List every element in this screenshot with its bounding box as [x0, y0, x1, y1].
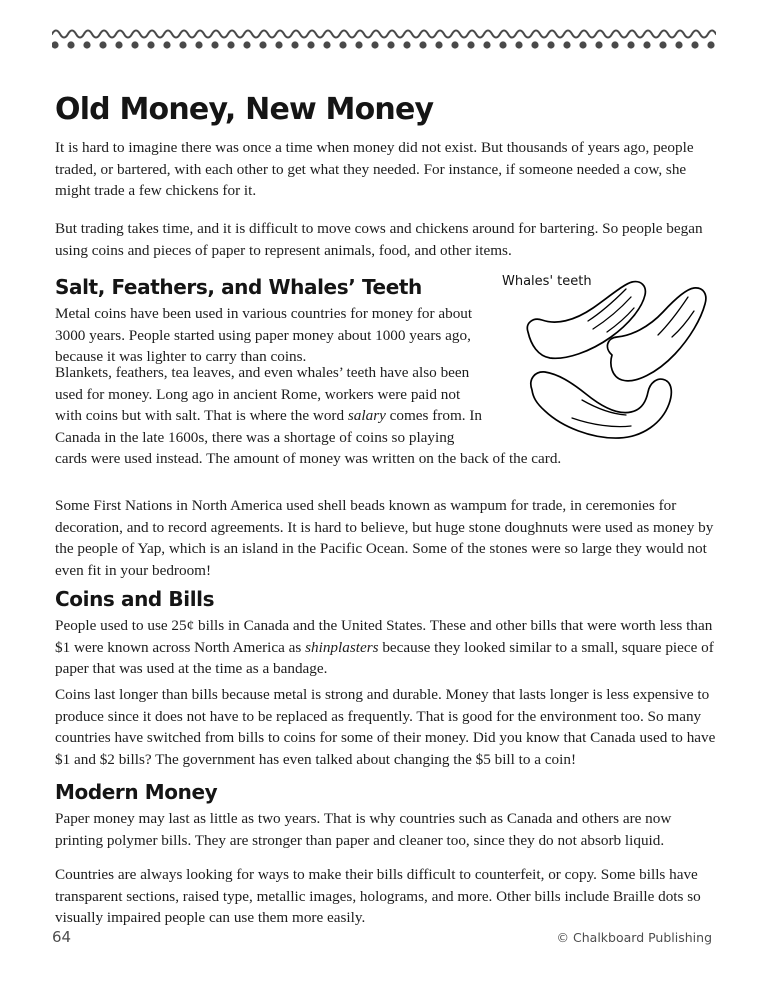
para2-text-a: Blankets, feathers, tea leaves, and even whales’ teeth have also been used for money. Long ago in ancient Rome, workers were paid not with coins but with salt. That is where the word [55, 364, 470, 424]
footer-page-number: 64 [52, 928, 72, 946]
section-3-paragraph-1: Paper money may last as little as two years. That is why countries such as Canada and others are now printing polymer bills. They are stronger than paper and cleaner too, since they do not absorb liquid. [55, 810, 672, 849]
section-2-p1-italic-shinplasters: shinplasters [305, 638, 379, 656]
section-1-paragraph-1: Metal coins have been used in various countries for money for about 3000 years. People started using paper money about 1000 years ago, because it was lighter to carry than coins. [55, 305, 473, 366]
illustration-label: Whales' teeth [502, 274, 592, 289]
section-2-p1-text-b: because they looked similar to a small, square piece of paper that was used at the time as a bandage. [55, 638, 714, 678]
para2-text-b: comes from. In Canada in the late 1600s, there was a shortage of coins so playing [55, 407, 483, 446]
section-2-paragraph-1 [55, 615, 717, 680]
section-2-p1-text-a: People used to use 25¢ bills in Canada and the United States. These and other bills that were worth less than $1 were known across North America as [55, 617, 713, 656]
page-title: Old Money, New Money [55, 92, 434, 128]
whales-teeth-illustration [498, 272, 720, 442]
section-1-paragraph-3: Some First Nations in North America used shell beads known as wampum for trade, in ceremonies for decoration, and to record agreements. It is hard to believe, but huge stone doughnuts were used as money by the people of Yap, which is an island in the Pacific Ocean. Some of the stones were so large they would not even fit in your bedroom! [55, 497, 714, 579]
section-heading-salt-feathers-whales-teeth: Salt, Feathers, and Whales’ Teeth [55, 274, 422, 299]
footer-publisher-credit: © Chalkboard Publishing [556, 930, 712, 945]
section-2-paragraph-2: Coins last longer than bills because metal is strong and durable. Money that lasts longer is less expensive to produce since it does not have to be replaced as frequently. That is good for the environment too. So many countries have switched from bills to coins for some of their money. Did you know that Canada used to have $1 and $2 bills? The government has even talked about changing the $5 bill to a coin! [55, 686, 716, 768]
section-heading-modern-money: Modern Money [55, 779, 218, 804]
wavy-dotted-border [52, 26, 716, 56]
section-3-paragraph-2: Countries are always looking for ways to make their bills difficult to counterfeit, or copy. Some bills have transparent sections, raised type, metallic images, holograms, and more. Other bills include Braille dots so visually impaired people can use them more easily. [55, 866, 701, 927]
section-heading-coins-and-bills: Coins and Bills [55, 586, 215, 611]
section-1-paragraph-2-wrapped [55, 362, 487, 448]
intro-paragraph-2: But trading takes time, and it is difficult to move cows and chickens around for bartering. So people began using coins and pieces of paper to represent animals, food, and other items. [55, 220, 703, 259]
para2-italic-salary: salary [347, 407, 386, 424]
intro-paragraph-1: It is hard to imagine there was once a time when money did not exist. But thousands of years ago, people traded, or bartered, with each other to get what they needed. For instance, if someone needed a cow, she might trade a few chickens for it. [55, 139, 694, 200]
section-1-paragraph-2-last-line: cards were used instead. The amount of money was written on the back of the card. [55, 450, 562, 467]
